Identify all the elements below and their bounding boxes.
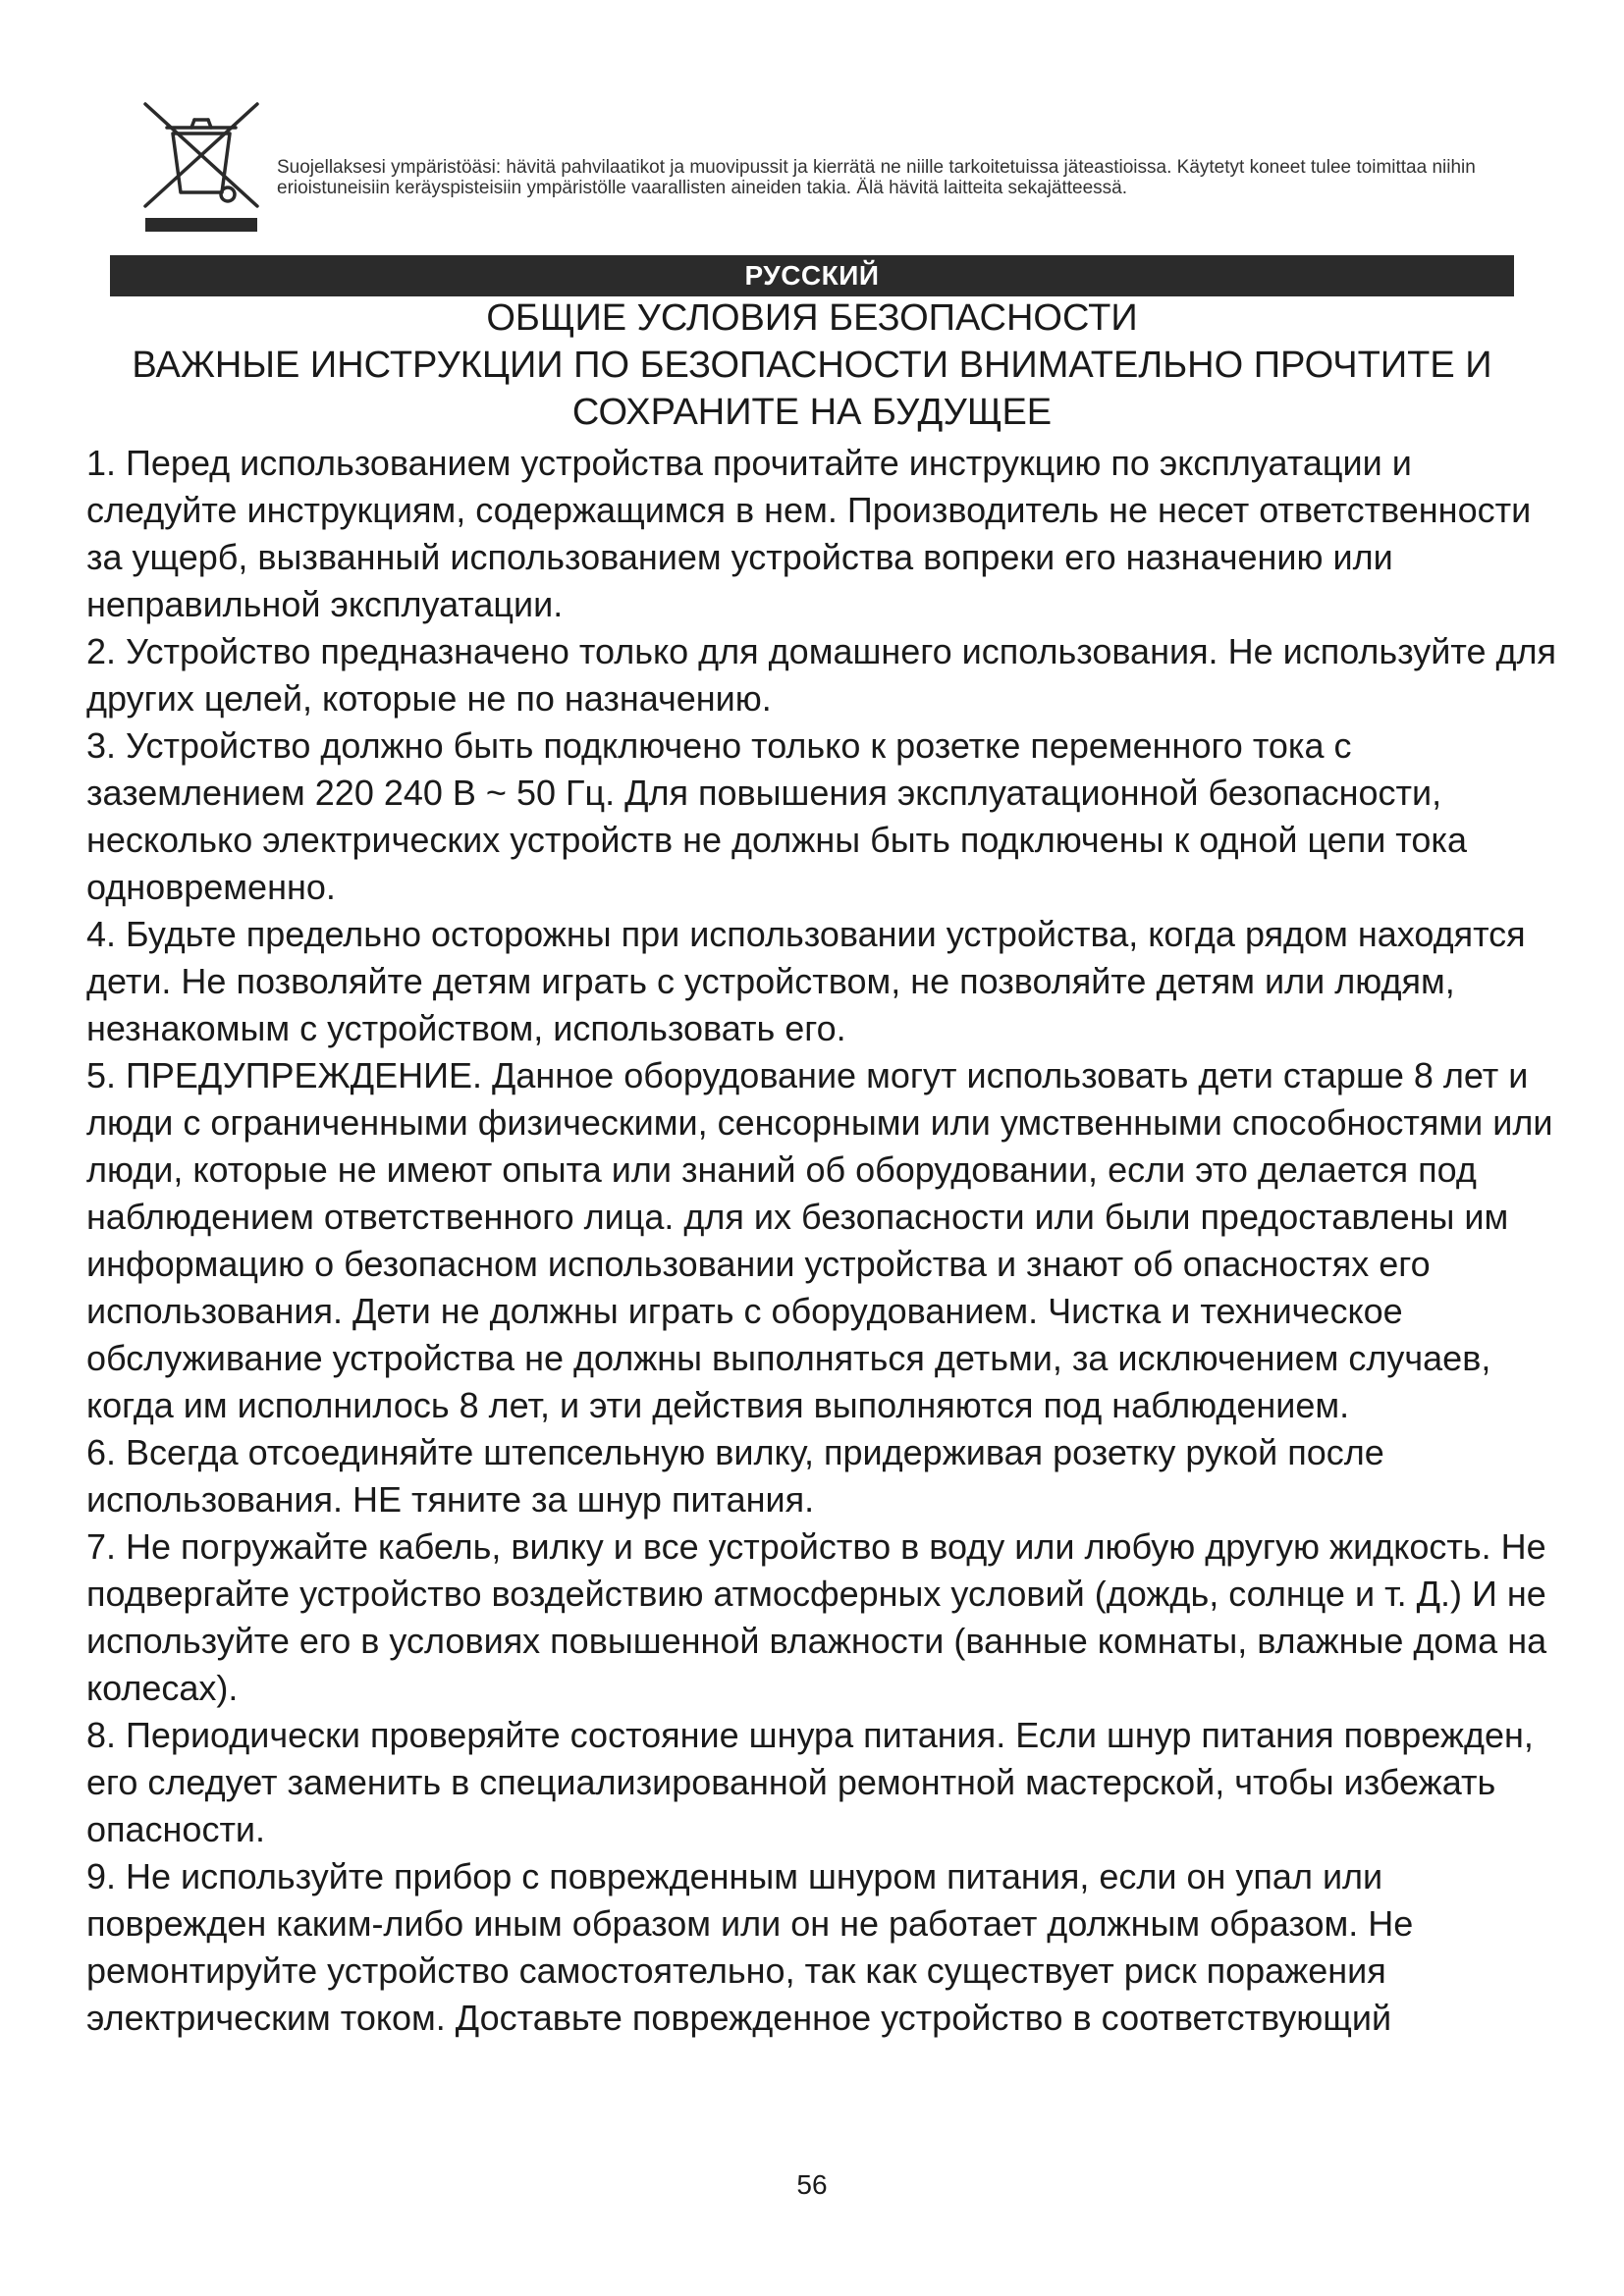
instruction-item-3: 3. Устройство должно быть подключено только к розетке переменного тока с заземлением 220 240 В ~ 50 Гц. Для повышения эксплуатационной безопасности, несколько электрических устройств не должны быть подключены к одной цепи тока одновременно. <box>86 725 1467 907</box>
title-line-2: ВАЖНЫЕ ИНСТРУКЦИИ ПО БЕЗОПАСНОСТИ ВНИМАТЕЛЬНО ПРОЧТИТЕ И <box>132 345 1492 386</box>
page-number: 56 <box>796 2169 828 2200</box>
instruction-item-2: 2. Устройство предназначено только для домашнего использования. Не используйте для других целей, которые не по назначению. <box>86 631 1557 719</box>
title-line-1: ОБЩИЕ УСЛОВИЯ БЕЗОПАСНОСТИ <box>486 297 1138 339</box>
instruction-item-7: 7. Не погружайте кабель, вилку и все устройство в воду или любую другую жидкость. Не подвергайте устройство воздействию атмосферных условий (дождь, солнце и т. Д.) И не используйте его в условиях повышенной влажности (ванные комнаты, влажные дома на колесах). <box>86 1526 1547 1708</box>
language-header-bar <box>110 255 1514 296</box>
instruction-item-6: 6. Всегда отсоединяйте штепсельную вилку, придерживая розетку рукой после использования. НЕ тяните за шнур питания. <box>86 1432 1384 1520</box>
instruction-item-9: 9. Не используйте прибор с поврежденным шнуром питания, если он упал или поврежден каким-либо иным образом или он не работает должным образом. Не ремонтируйте устройство самостоятельно, так как существует риск поражения электрическим током. Доставьте поврежденное устройство в соответствующий <box>86 1856 1414 2038</box>
recycling-notice: Suojellaksesi ympäristöäsi: hävitä pahvilaatikot ja muovipussit ja kierrätä ne niille tarkoitetuissa jäteastioissa. Käytetyt koneet tulee toimittaa niihin erioistuneisiin keräyspisteisiin ympäristölle vaarallisten aineiden takia. Älä hävitä laitteita sekajätteessä. <box>277 157 1476 198</box>
crossed-out-wheeled-bin-icon <box>137 98 265 236</box>
instruction-item-8: 8. Периодически проверяйте состояние шнура питания. Если шнур питания поврежден, его следует заменить в специализированной ремонтной мастерской, чтобы избежать опасности. <box>86 1715 1534 1849</box>
title-line-3: СОХРАНИТЕ НА БУДУЩЕЕ <box>571 392 1053 433</box>
instruction-item-1: 1. Перед использованием устройства прочитайте инструкцию по эксплуатации и следуйте инструкциям, содержащимся в нем. Производитель не несет ответственности за ущерб, вызванный использованием устройства вопреки его назначению или неправильной эксплуатации. <box>86 443 1532 624</box>
instruction-item-5: 5. ПРЕДУПРЕЖДЕНИЕ. Данное оборудование могут использовать дети старше 8 лет и люди с ограниченными физическими, сенсорными или умственными способностями или люди, которые не имеют опыта или знаний об оборудовании, если это делается под наблюдением ответственного лица. для их безопасности или были предоставлены им информацию о безопасном использовании устройства и знают об опасностях его использования. Дети не должны играть с оборудованием. Чистка и техническое обслуживание устройства не должны выполняться детьми, за исключением случаев, когда им исполнилось 8 лет, и эти действия выполняются под наблюдением. <box>86 1055 1553 1425</box>
safety-instructions-list <box>86 440 1559 2042</box>
instruction-item-4: 4. Будьте предельно осторожны при использовании устройства, когда рядом находятся дети. Не позволяйте детям играть с устройством, не позволяйте детям или людям, незнакомым с устройством, использовать его. <box>86 914 1526 1048</box>
page-title <box>59 294 1565 436</box>
language-label: РУССКИЙ <box>744 260 880 291</box>
